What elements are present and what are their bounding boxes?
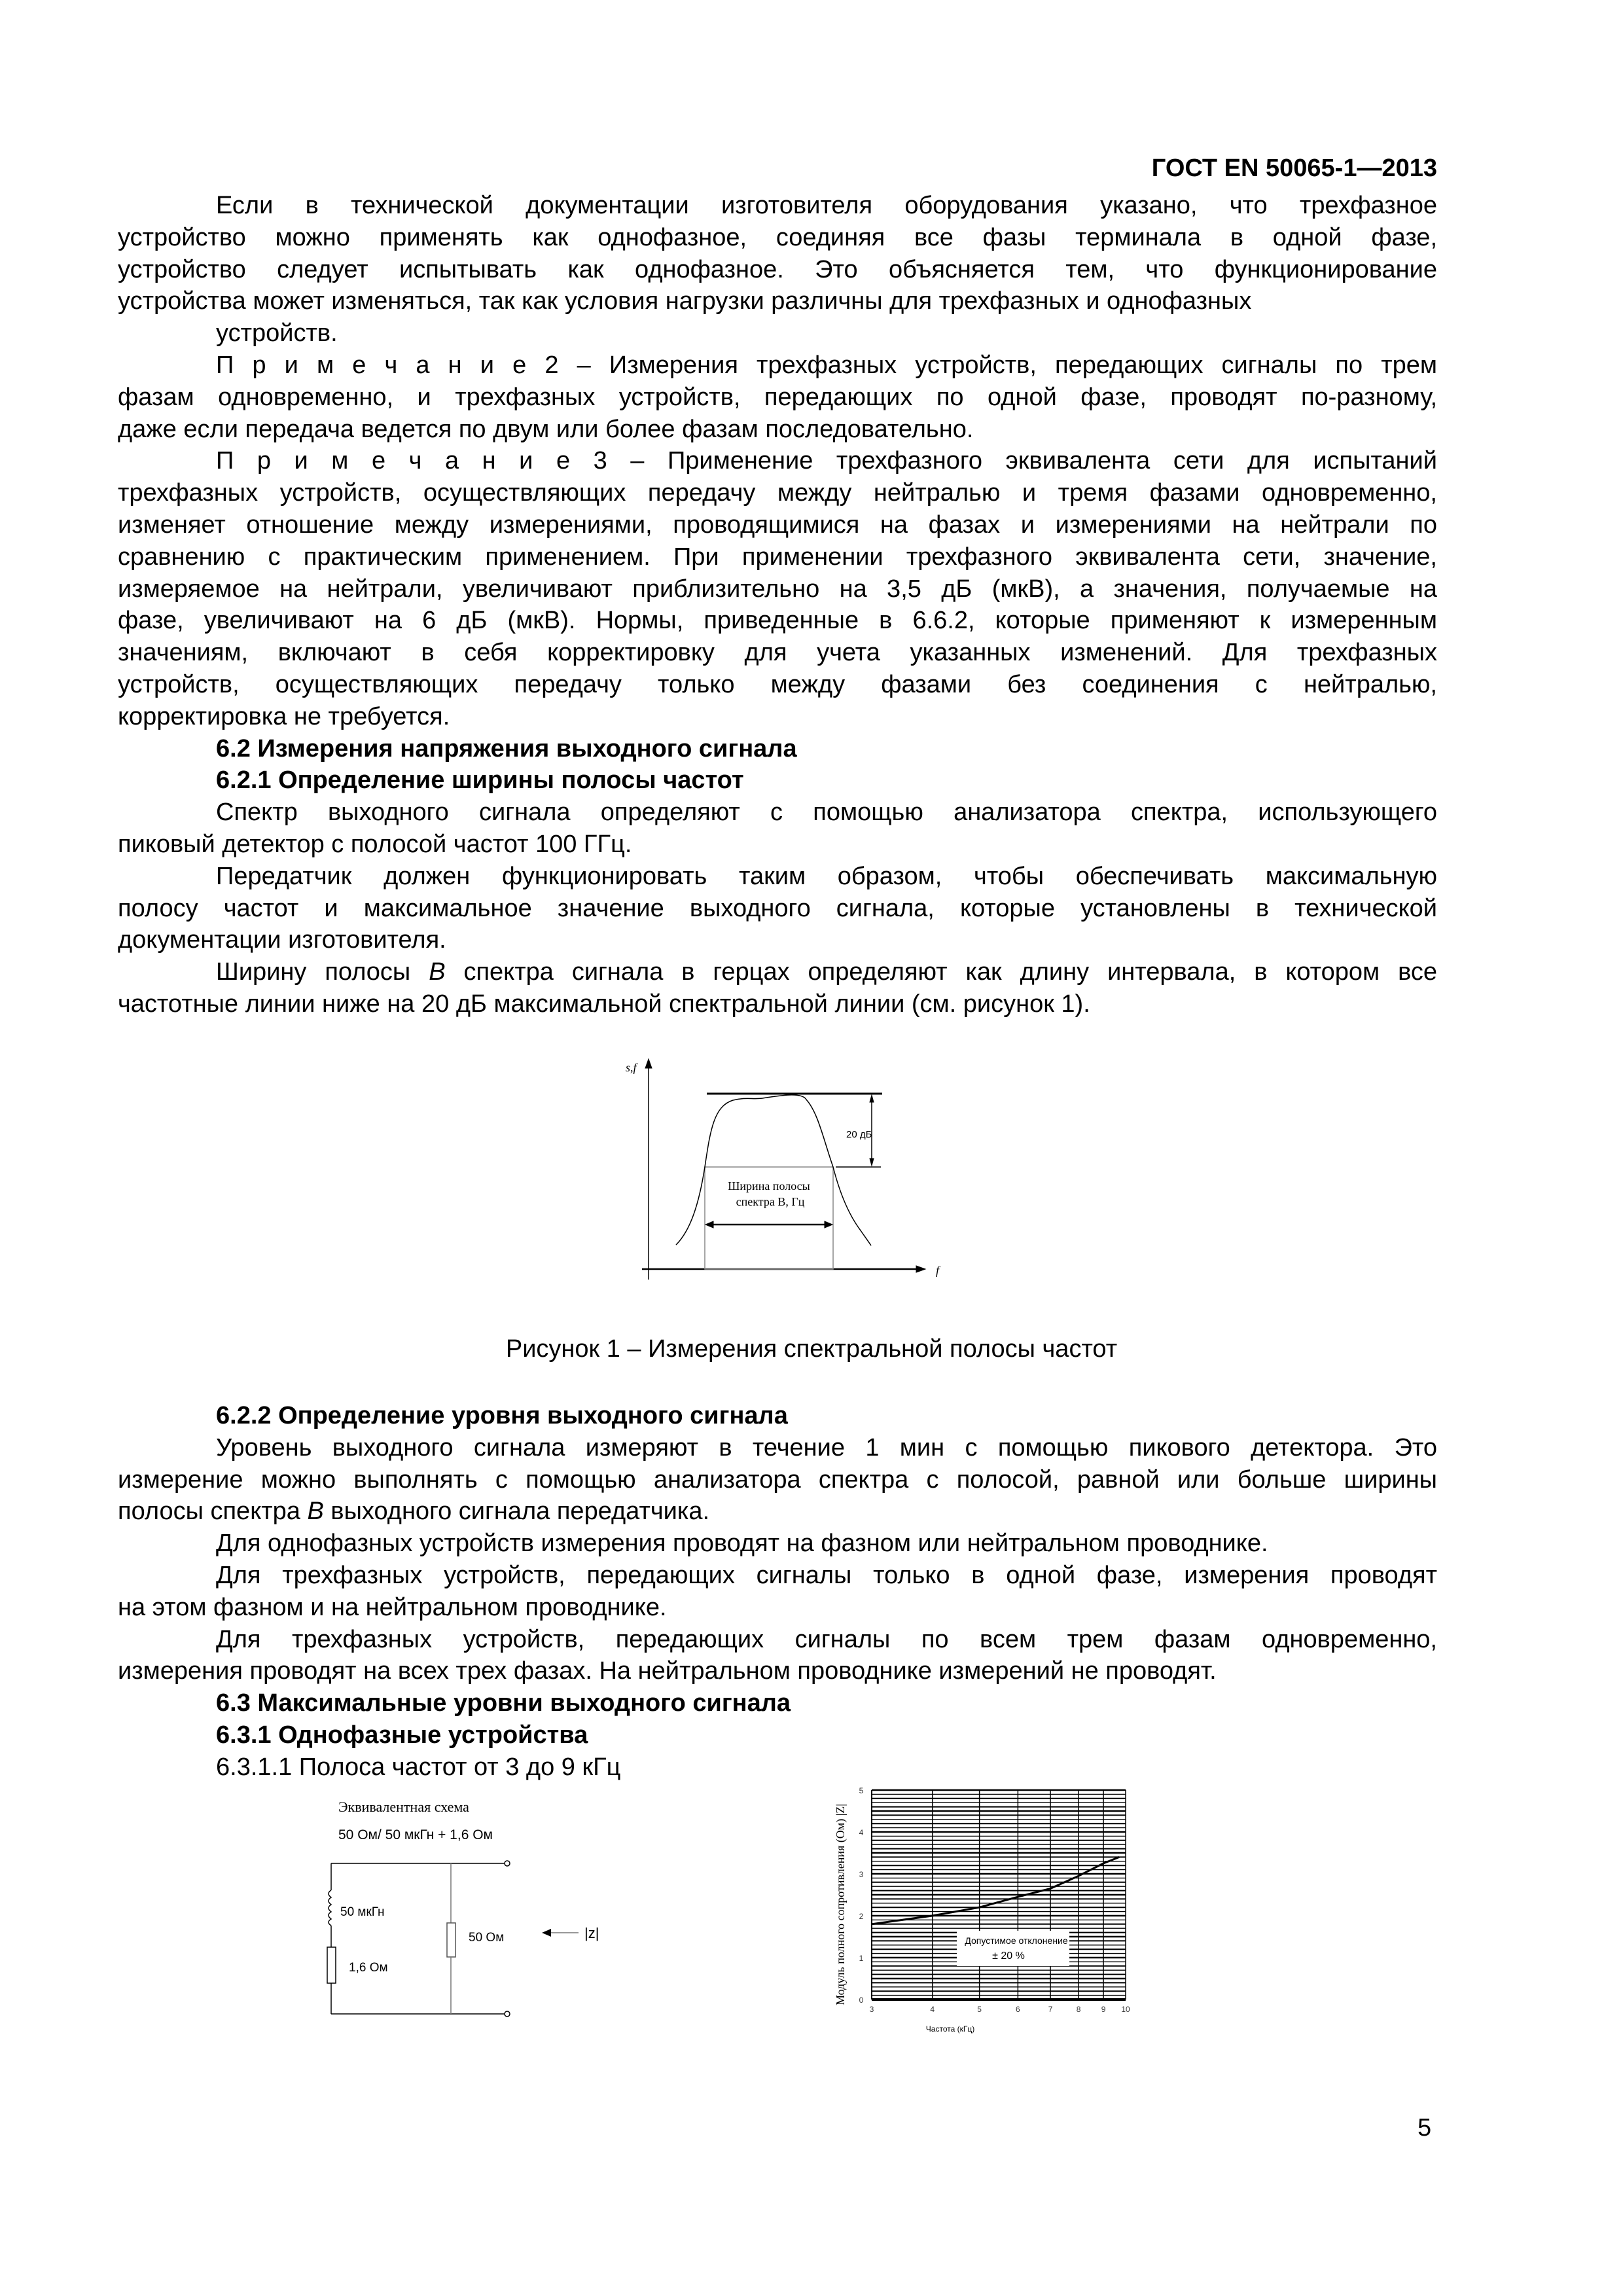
- text-line: устройство следует испытывать как однофазное. Это объясняется тем, что функционирование: [118, 255, 1437, 283]
- text-segment: спектра сигнала в герцах определяют как длину интервала, в котором все: [445, 958, 1438, 986]
- text-line: даже если передача ведется по двум или более фазам последовательно.: [118, 415, 974, 443]
- y-tick-label: 2: [859, 1912, 864, 1921]
- x-tick-label: 6: [1016, 2005, 1020, 2014]
- text-line: на этом фазном и на нейтральном проводнике.: [118, 1593, 667, 1621]
- section-heading: 6.3.1 Однофазные устройства: [216, 1721, 588, 1749]
- text-line: Для трехфазных устройств, передающих сигналы только в одной фазе, измерения проводят: [216, 1561, 1437, 1589]
- text-line: Уровень выходного сигнала измеряют в течение 1 мин с помощью пикового детектора. Это: [216, 1433, 1437, 1462]
- text-line: П р и м е ч а н и е 2 – Измерения трехфазных устройств, передающих сигналы по трем: [216, 351, 1437, 379]
- band-label-line-1: Ширина полосы: [728, 1179, 810, 1193]
- y-tick-label: 1: [859, 1954, 864, 1963]
- chart-y-axis-label: Модуль полного сопротивления (Ом) |Z|: [834, 1804, 847, 2005]
- tolerance-annotation-line-2: ± 20 %: [992, 1950, 1025, 1962]
- y-tick-label: 4: [859, 1828, 864, 1837]
- document-code-header: ГОСТ EN 50065-1—2013: [1151, 154, 1437, 182]
- level-label: 20 дБ: [846, 1129, 872, 1140]
- text-line: Если в технической документации изготовителя оборудования указано, что трехфазное: [216, 192, 1437, 219]
- text-line: корректировка не требуется.: [118, 702, 450, 730]
- inductor-label: 50 мкГн: [340, 1905, 385, 1919]
- tolerance-annotation-line-1: Допустимое отклонение: [965, 1935, 1068, 1946]
- circuit-subtitle: 50 Ом/ 50 мкГн + 1,6 Ом: [338, 1827, 493, 1842]
- band-label-line-2: спектра B, Гц: [736, 1195, 805, 1208]
- text-line: Для однофазных устройств измерения проводят на фазном или нейтральном проводнике.: [216, 1530, 1268, 1558]
- x-tick-label: 3: [869, 2005, 874, 2014]
- x-tick-label: 9: [1101, 2005, 1106, 2014]
- text-line: пиковый детектор с полосой частот 100 ГГц.: [118, 830, 632, 858]
- text-line: Передатчик должен функционировать таким образом, чтобы обеспечивать максимальную: [216, 862, 1437, 890]
- text-line: устройств.: [216, 319, 338, 348]
- text-segment: выходного сигнала передатчика.: [323, 1498, 710, 1526]
- y-tick-label: 3: [859, 1870, 864, 1879]
- y-tick-label: 5: [859, 1786, 864, 1795]
- text-line: Для трехфазных устройств, передающих сигналы по всем трем фазам одновременно,: [216, 1625, 1437, 1653]
- italic-symbol: B: [429, 958, 446, 986]
- text-line: Спектр выходного сигнала определяют с помощью анализатора спектра, использующего: [216, 798, 1437, 827]
- chart-x-axis-label: Частота (кГц): [925, 2024, 975, 2034]
- text-segment: полосы спектра: [118, 1498, 308, 1526]
- text-line: устройство можно применять как однофазное, соединяя все фазы терминала в одной фазе,: [118, 223, 1437, 251]
- text-line: П р и м е ч а н и е 3 – Применение трехфазного эквивалента сети для испытаний: [216, 447, 1437, 475]
- text-line: измерение можно выполнять с помощью анализатора спектра с полосой, равной или больше ширины: [118, 1465, 1437, 1494]
- section-heading: 6.2.1 Определение ширины полосы частот: [216, 766, 744, 795]
- figure-1-caption: Рисунок 1 – Измерения спектральной полосы частот: [505, 1335, 1118, 1363]
- text-line: фазе, увеличивают на 6 дБ (мкВ). Нормы, приведенные в 6.6.2, которые применяют к измеренным: [118, 607, 1437, 635]
- text-line: полосу частот и максимальное значение выходного сигнала, которые установлены в технической: [118, 894, 1437, 922]
- shunt-resistor-label: 50 Ом: [469, 1931, 505, 1945]
- text-line: частотные линии ниже на 20 дБ максимальной спектральной линии (см. рисунок 1).: [118, 990, 1090, 1018]
- text-line: 6.3.1.1 Полоса частот от 3 до 9 кГц: [216, 1753, 621, 1781]
- x-tick-label: 10: [1121, 2005, 1130, 2014]
- text-line: измеряемое на нейтрали, увеличивают приблизительно на 3,5 дБ (мкВ), а значения, получаемые на: [118, 575, 1437, 603]
- y-tick-label: 0: [859, 1996, 864, 2005]
- x-tick-label: 8: [1076, 2005, 1081, 2014]
- text-line: устройства может изменяться, так как условия нагрузки различны для трехфазных и однофазных: [118, 287, 1252, 315]
- y-axis-label: s,f: [626, 1061, 637, 1074]
- series-resistor-label: 1,6 Ом: [349, 1961, 388, 1975]
- section-heading: 6.2.2 Определение уровня выходного сигнала: [216, 1402, 788, 1429]
- text-segment: Ширину полосы: [216, 958, 429, 986]
- page-number: 5: [1418, 2114, 1432, 2142]
- italic-symbol: B: [307, 1498, 324, 1526]
- x-tick-label: 7: [1048, 2005, 1053, 2014]
- impedance-label: |z|: [584, 1925, 599, 1941]
- text-line: измерения проводят на всех трех фазах. На нейтральном проводнике измерений не проводят.: [118, 1657, 1217, 1685]
- text-line: трехфазных устройств, осуществляющих передачу между нейтралью и тремя фазами одновременно,: [118, 479, 1437, 507]
- text-line: устройств, осуществляющих передачу только между фазами без соединения с нейтралью,: [118, 670, 1437, 698]
- section-heading: 6.2 Измерения напряжения выходного сигнала: [216, 734, 797, 762]
- circuit-title: Эквивалентная схема: [338, 1799, 469, 1815]
- x-tick-label: 5: [977, 2005, 982, 2014]
- text-line: фазам одновременно, и трехфазных устройств, передающих по одной фазе, проводят по-разному,: [118, 383, 1437, 411]
- x-tick-label: 4: [930, 2005, 935, 2014]
- x-axis-label: f: [936, 1264, 940, 1277]
- text-line: сравнению с практическим применением. При применении трехфазного эквивалента сети, значение,: [118, 543, 1437, 571]
- text-line: изменяет отношение между измерениями, проводящимися на фазах и измерениями на нейтрали по: [118, 511, 1437, 539]
- section-heading: 6.3 Максимальные уровни выходного сигнала: [216, 1689, 791, 1717]
- text-line: значениям, включают в себя корректировку для учета указанных изменений. Для трехфазных: [118, 639, 1437, 667]
- text-line: документации изготовителя.: [118, 926, 446, 954]
